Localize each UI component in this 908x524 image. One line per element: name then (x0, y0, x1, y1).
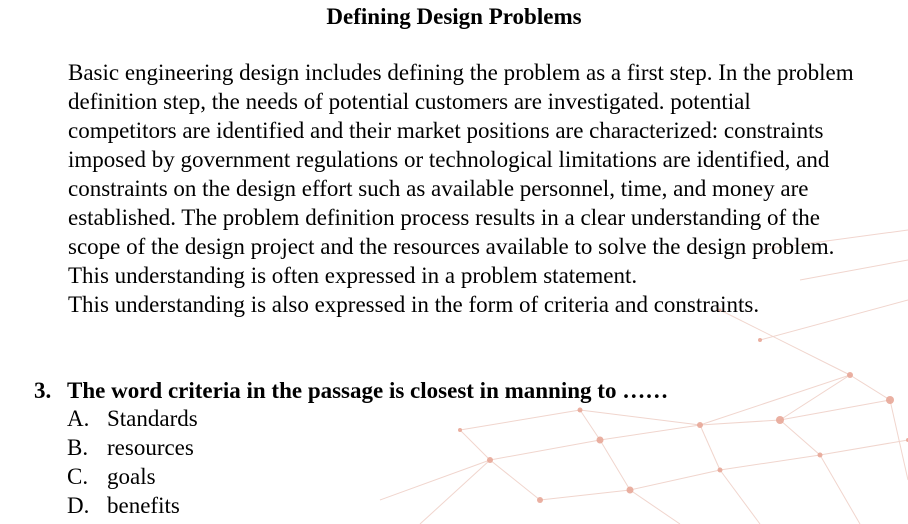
option-d-letter: D. (67, 493, 90, 518)
option-d-text: benefits (107, 493, 180, 518)
passage-paragraph-1: Basic engineering design includes defining the problem as a first step. In the problem definition step, the needs of potential customers are investigated. potential competitors are identified and their market positions are characterized: constraints imposed by government regulations or technological limitations are identified, and constraints on the design effort such as available personnel, time, and money are established. The problem definition process results in a clear understanding of the scope of the design project and the resources available to solve the design problem. This understanding is often expressed in a problem statement. (68, 60, 854, 288)
option-d[interactable] (67, 491, 198, 520)
answer-options (67, 404, 198, 520)
passage-paragraph-2: This understanding is also expressed in the form of criteria and constraints. (68, 292, 760, 317)
option-a[interactable] (67, 404, 198, 433)
option-b-text: resources (107, 435, 194, 460)
question-text: The word criteria in the passage is closest in manning to …… (67, 378, 669, 403)
option-c-letter: C. (67, 464, 89, 489)
option-c-text: goals (107, 464, 156, 489)
option-b-letter: B. (67, 435, 89, 460)
option-c[interactable] (67, 462, 198, 491)
question-number: 3. (34, 378, 52, 403)
option-a-letter: A. (67, 406, 90, 431)
page-title: Defining Design Problems (326, 4, 582, 29)
option-a-text: Standards (107, 406, 198, 431)
reading-passage (68, 58, 858, 319)
option-b[interactable] (67, 433, 198, 462)
question (34, 376, 894, 405)
